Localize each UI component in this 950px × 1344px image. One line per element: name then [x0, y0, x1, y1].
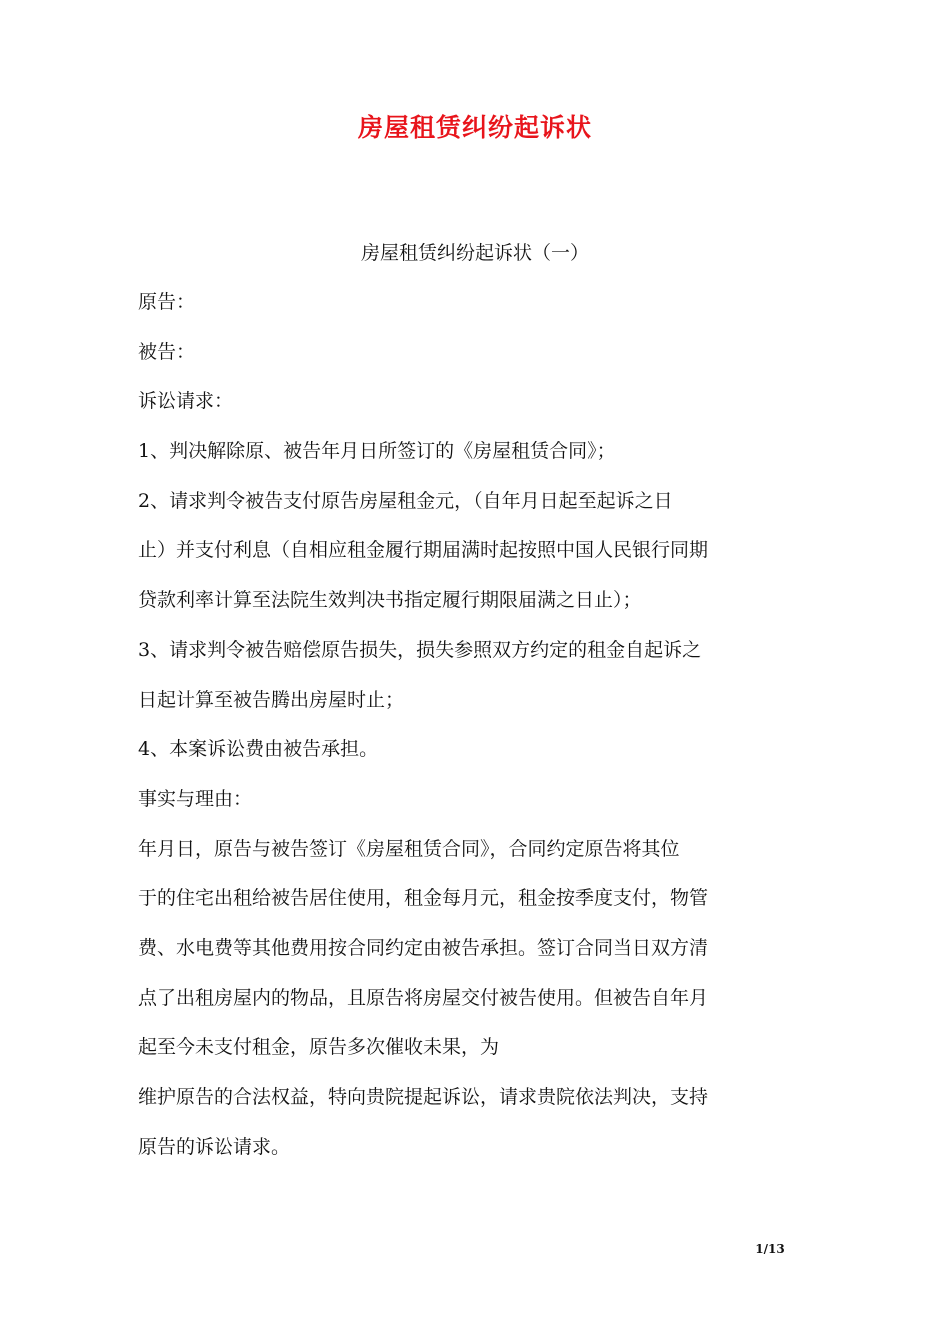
paragraph-line: 维护原告的合法权益，特向贵院提起诉讼，请求贵院依法判决，支持 [138, 1086, 709, 1108]
paragraph-line: 被告： [138, 340, 196, 363]
paragraph-line: 年月日，原告与被告签订《房屋租赁合同》，合同约定原告将其位 [138, 837, 680, 860]
paragraph-line: 费、水电费等其他费用按合同约定由被告承担。签订合同当日双方清 [138, 936, 709, 959]
paragraph-line: 2、请求判令被告支付原告房屋租金元，（自年月日起至起诉之日 [138, 489, 673, 512]
paragraph-line: 原告： [138, 291, 196, 313]
paragraph-line: 事实与理由： [138, 787, 253, 810]
section-title: 房屋租赁纠纷起诉状（一） [360, 242, 589, 264]
paragraph-line: 日起计算至被告腾出房屋时止； [138, 688, 405, 711]
paragraph-line: 1、判决解除原、被告年月日所签订的《房屋租赁合同》； [138, 440, 616, 463]
paragraph-line: 止）并支付利息（自相应租金履行期届满时起按照中国人民银行同期 [138, 539, 709, 562]
document-title: 房屋租赁纠纷起诉状 [357, 113, 592, 142]
paragraph-line: 于的住宅出租给被告居住使用，租金每月元，租金按季度支付，物管 [138, 887, 709, 910]
paragraph-line: 原告的诉讼请求。 [138, 1135, 291, 1158]
paragraph-line: 3、请求判令被告赔偿原告损失，损失参照双方约定的租金自起诉之 [138, 638, 702, 661]
document-body [138, 278, 812, 1172]
paragraph-line: 起至今未支付租金，原告多次催收未果，为 [138, 1036, 500, 1059]
paragraph-line: 诉讼请求： [138, 390, 234, 413]
paragraph-line: 贷款利率计算至法院生效判决书指定履行期限届满之日止）； [138, 589, 642, 612]
paragraph-line: 4、本案诉讼费由被告承担。 [138, 738, 379, 761]
page-number: 1/13 [755, 1242, 785, 1256]
paragraph-line: 点了出租房屋内的物品，且原告将房屋交付被告使用。但被告自年月 [138, 986, 709, 1009]
